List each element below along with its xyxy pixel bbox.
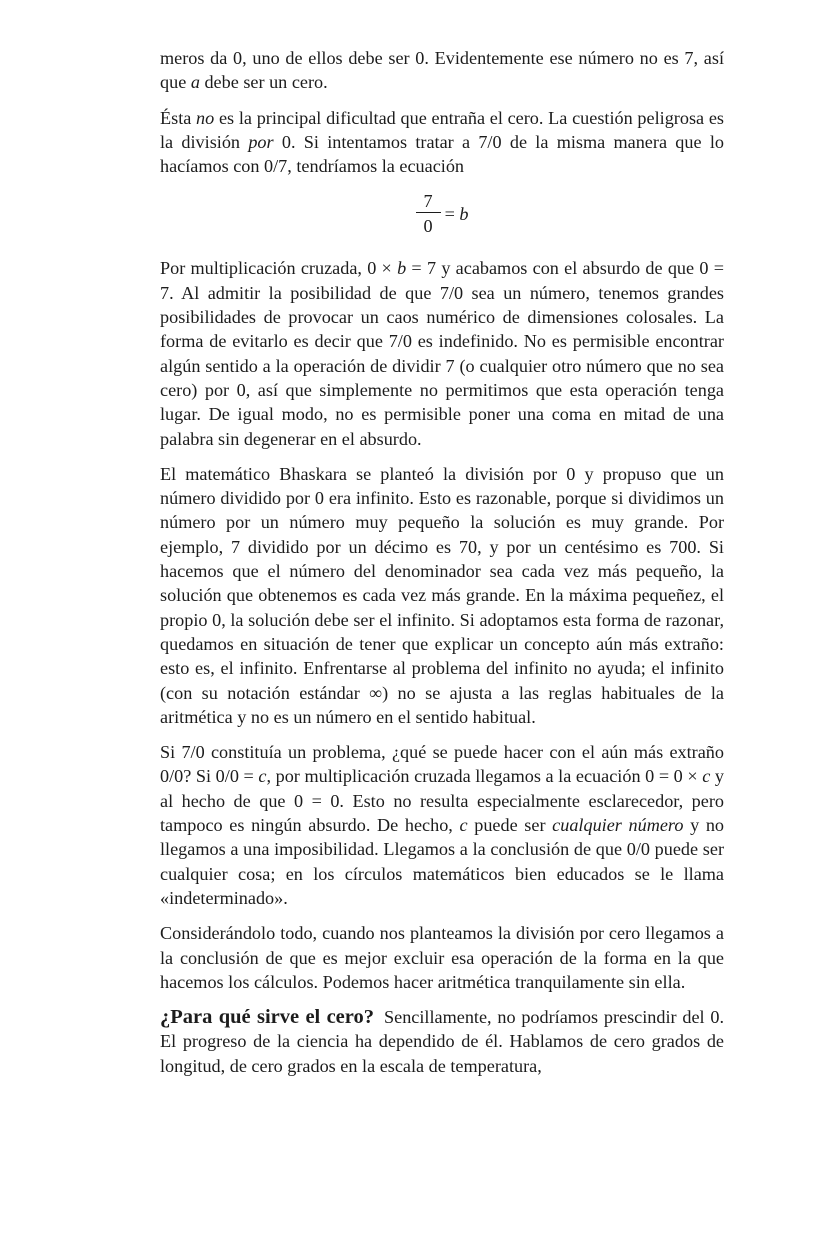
text: es la principal dificultad que entraña el cero. La cuestión peligrosa es la división — [160, 107, 724, 152]
text: y al hecho de que 0 = 0. Esto no resulta especialmente esclarecedor, pero tampoco es ningún absurdo. De hecho, — [160, 766, 725, 836]
paragraph-5 — [160, 740, 724, 910]
paragraph-7 — [160, 1005, 724, 1078]
text: Por multiplicación cruzada, 0 × — [160, 258, 398, 279]
text: meros da 0, uno de ellos debe ser 0. Evidentemente ese número no es 7, así que — [160, 48, 724, 93]
text: = 7 y acabamos con el absurdo de que 0 = 7. Al admitir la posibilidad de que 7/0 sea un número, tenemos grandes posibilidades de provocar un caos numérico de dimensiones colosales. La forma de evitarlo es decir que 7/0 es indefinido. No es permisible encontrar algún sentido a la operación de dividir 7 (o cualquier otro número que no sea cero) por 0, así que simplemente no permitimos que esta operación tenga lugar. De igual modo, no es permisible poner una coma en mitad de una palabra sin degenerar en el absurdo. — [160, 258, 724, 449]
paragraph-4: El matemático Bhaskara se planteó la división por 0 y propuso que un número dividido por 0 era infinito. Esto es razonable, porque si dividimos un número por un número muy pequeño la solución es muy grande. Por ejemplo, 7 dividido por un décimo es 70, y por un centésimo es 700. Si hacemos que el número del denominador sea cada vez más pequeño, la solución que obtenemos es cada vez más grande. En la máxima pequeñez, el propio 0, la solución debe ser el infinito. Si adoptamos esta forma de razonar, quedamos en situación de tener que explicar un concepto aún más extraño: esto es, el infinito. Enfrentarse al problema del infinito no ayuda; el infinito (con su notación estándar ∞) no se ajusta a las reglas habituales de la aritmética y no es un número en el sentido habitual. — [160, 463, 724, 727]
emph-no: no — [196, 107, 215, 128]
paragraph-3 — [160, 256, 724, 450]
var-a: a — [190, 72, 200, 93]
text: y no llegamos a una imposibilidad. Llegamos a la conclusión de que 0/0 puede ser cualquier cosa; en los círculos matemáticos bien educados se le llama «indeterminado». — [160, 815, 724, 908]
var-c: c — [702, 766, 711, 787]
fraction — [416, 190, 441, 238]
paragraph-2 — [160, 106, 724, 179]
page-body — [160, 46, 724, 1089]
denominator: 0 — [423, 216, 433, 237]
emph-cualquier-numero: cualquier número — [552, 815, 684, 836]
text: Si 7/0 constituía un problema, ¿qué se puede hacer con el aún más extraño 0/0? Si 0/0 = — [160, 742, 724, 787]
var-c: c — [459, 815, 468, 836]
var-b: b — [459, 204, 469, 225]
paragraph-6: Considerándolo todo, cuando nos planteamos la división por cero llegamos a la conclusión de que es mejor excluir esa operación de la forma en la que hacemos los cálculos. Podemos hacer aritmética tranquilamente sin ella. — [160, 923, 724, 992]
text: 0. Si intentamos tratar a 7/0 de la misma manera que lo hacíamos con 0/7, tendríamos la ecuación — [160, 131, 724, 177]
section-heading: ¿Para qué sirve el cero? — [160, 1006, 375, 1029]
var-c: c — [258, 766, 267, 787]
equation — [160, 189, 724, 239]
text: Ésta — [160, 107, 197, 128]
text: puede ser — [467, 815, 553, 836]
equals-sign: = — [444, 204, 460, 225]
equation-rest — [445, 202, 469, 226]
text: , por multiplicación cruzada llegamos a la ecuación 0 = 0 × — [266, 766, 703, 787]
text: Sencillamente, no podríamos prescindir del 0. El progreso de la ciencia ha dependido de él. Hablamos de cero grados de longitud, de cero grados en la escala de temperatura, — [160, 1007, 724, 1076]
text: debe ser un cero. — [199, 72, 328, 93]
numerator: 7 — [416, 190, 441, 213]
paragraph-1 — [160, 46, 724, 95]
var-b: b — [397, 258, 407, 279]
emph-por: por — [248, 131, 274, 152]
